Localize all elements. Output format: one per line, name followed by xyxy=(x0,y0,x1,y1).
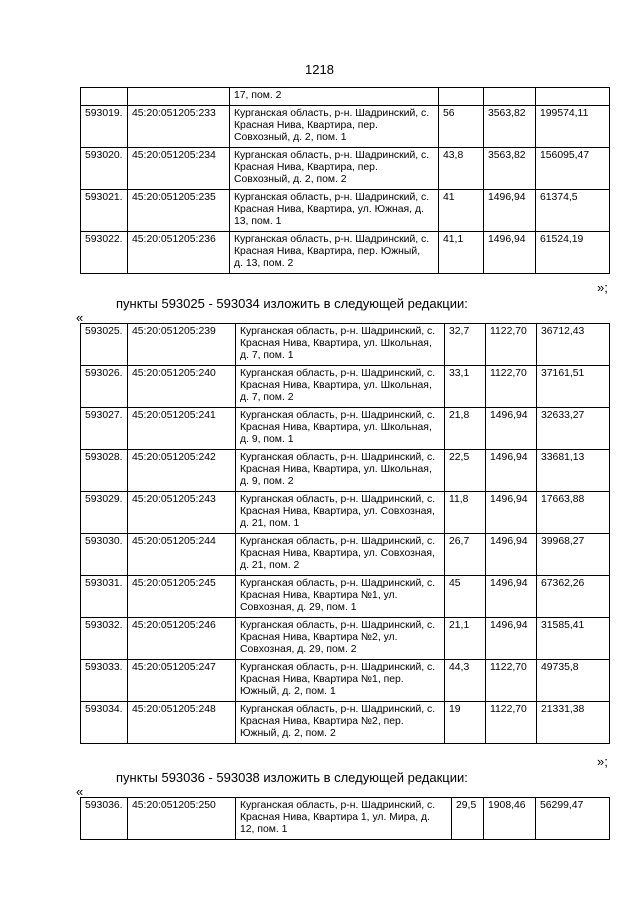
item-number-cell: 593026. xyxy=(81,366,128,408)
cadastral-value-cell: 61524,19 xyxy=(536,232,610,274)
area-cell xyxy=(439,88,484,106)
address-line: Совхозная, д. 29, пом. 1 xyxy=(240,602,357,613)
table-row xyxy=(81,534,610,576)
area-cell: 43,8 xyxy=(439,148,484,190)
address-line: Курганская область, р-н. Шадринский, с. xyxy=(234,192,430,203)
address-line: 17, пом. 2 xyxy=(234,90,282,101)
address-line: Курганская область, р-н. Шадринский, с. xyxy=(240,536,436,547)
cadastral-number-cell: 45:20:051205:241 xyxy=(128,408,236,450)
area-cell: 41,1 xyxy=(439,232,484,274)
address-cell xyxy=(230,106,439,148)
cadastral-value-cell: 199574,11 xyxy=(536,106,610,148)
address-line: Южный, д. 2, пом. 1 xyxy=(240,686,336,697)
item-number-cell: 593025. xyxy=(81,324,128,366)
address-line: Курганская область, р-н. Шадринский, с. xyxy=(240,800,436,811)
area-cell: 22,5 xyxy=(445,450,486,492)
address-line: Красная Нива, Квартира, ул. Школьная, xyxy=(240,338,432,349)
area-cell: 56 xyxy=(439,106,484,148)
table-row xyxy=(81,88,610,106)
address-line: 13, пом. 1 xyxy=(234,216,282,227)
area-cell: 26,7 xyxy=(445,534,486,576)
address-line: 12, пом. 1 xyxy=(240,824,288,835)
address-cell xyxy=(236,798,452,840)
address-line: Красная Нива, Квартира, ул. Школьная, xyxy=(240,464,432,475)
table-row xyxy=(81,618,610,660)
cadastral-price-cell: 3563,82 xyxy=(484,148,536,190)
address-line: Совхозный, д. 2, пом. 1 xyxy=(234,132,347,143)
table-row xyxy=(81,576,610,618)
area-cell: 32,7 xyxy=(445,324,486,366)
address-line: Курганская область, р-н. Шадринский, с. xyxy=(240,620,436,631)
address-cell xyxy=(236,534,445,576)
item-number-cell: 593029. xyxy=(81,492,128,534)
address-line: д. 7, пом. 1 xyxy=(240,350,294,361)
address-line: Красная Нива, Квартира, пер. xyxy=(234,162,378,173)
address-line: д. 9, пом. 1 xyxy=(240,434,294,445)
address-cell xyxy=(236,660,445,702)
table-row xyxy=(81,148,610,190)
cadastral-price-cell: 1122,70 xyxy=(486,660,537,702)
address-line: Курганская область, р-н. Шадринский, с. xyxy=(240,326,436,337)
item-number-cell: 593027. xyxy=(81,408,128,450)
cadastral-value-cell: 56299,47 xyxy=(536,798,610,840)
address-line: д. 7, пом. 2 xyxy=(240,392,294,403)
cadastral-price-cell: 3563,82 xyxy=(484,106,536,148)
area-cell: 11,8 xyxy=(445,492,486,534)
table-row xyxy=(81,798,610,840)
address-line: Курганская область, р-н. Шадринский, с. xyxy=(240,368,436,379)
table-row xyxy=(81,106,610,148)
address-cell xyxy=(236,492,445,534)
address-line: д. 21, пом. 1 xyxy=(240,518,300,529)
cadastral-number-cell: 45:20:051205:242 xyxy=(128,450,236,492)
address-line: Красная Нива, Квартира, ул. Совхозная, xyxy=(240,548,435,559)
address-line: Красная Нива, Квартира, пер. Южный, xyxy=(234,246,421,257)
address-line: Красная Нива, Квартира №1, ул. xyxy=(240,590,398,601)
cadastral-value-cell: 36712,43 xyxy=(537,324,610,366)
property-table-3 xyxy=(80,797,610,840)
address-cell xyxy=(236,576,445,618)
address-line: Южный, д. 2, пом. 2 xyxy=(240,728,336,739)
address-line: Курганская область, р-н. Шадринский, с. xyxy=(240,494,436,505)
cadastral-value-cell: 37161,51 xyxy=(537,366,610,408)
area-cell: 45 xyxy=(445,576,486,618)
address-line: д. 21, пом. 2 xyxy=(240,560,300,571)
cadastral-price-cell: 1496,94 xyxy=(486,618,537,660)
area-cell: 29,5 xyxy=(452,798,484,840)
item-number-cell xyxy=(81,88,128,106)
cadastral-number-cell: 45:20:051205:245 xyxy=(128,576,236,618)
address-line: Курганская область, р-н. Шадринский, с. xyxy=(240,578,436,589)
address-line: Красная Нива, Квартира, ул. Совхозная, xyxy=(240,506,435,517)
cadastral-value-cell: 67362,26 xyxy=(537,576,610,618)
cadastral-price-cell: 1496,94 xyxy=(486,492,537,534)
address-cell xyxy=(230,232,439,274)
cadastral-number-cell: 45:20:051205:250 xyxy=(128,798,236,840)
cadastral-price-cell: 1496,94 xyxy=(484,190,536,232)
cadastral-value-cell: 61374,5 xyxy=(536,190,610,232)
item-number-cell: 593036. xyxy=(81,798,128,840)
address-line: Курганская область, р-н. Шадринский, с. xyxy=(240,704,436,715)
cadastral-value-cell: 39968,27 xyxy=(537,534,610,576)
cadastral-price-cell: 1122,70 xyxy=(486,702,537,744)
table-row xyxy=(81,366,610,408)
cadastral-value-cell: 33681,13 xyxy=(537,450,610,492)
address-line: Совхозный, д. 2, пом. 2 xyxy=(234,174,347,185)
cadastral-number-cell: 45:20:051205:239 xyxy=(128,324,236,366)
address-line: д. 9, пом. 2 xyxy=(240,476,294,487)
cadastral-price-cell: 1496,94 xyxy=(484,232,536,274)
closing-quote: »; xyxy=(597,754,608,769)
opening-quote: « xyxy=(76,310,84,325)
table-row xyxy=(81,492,610,534)
cadastral-value-cell: 17663,88 xyxy=(537,492,610,534)
cadastral-price-cell: 1122,70 xyxy=(486,324,537,366)
property-table-1 xyxy=(80,87,610,274)
address-line: Красная Нива, Квартира №2, пер. xyxy=(240,716,404,727)
item-number-cell: 593021. xyxy=(81,190,128,232)
address-cell xyxy=(236,366,445,408)
amendment-paragraph: пункты 593036 - 593038 изложить в следующей редакции: xyxy=(116,770,468,785)
address-line: Курганская область, р-н. Шадринский, с. xyxy=(240,410,436,421)
cadastral-value-cell: 31585,41 xyxy=(537,618,610,660)
area-cell: 21,1 xyxy=(445,618,486,660)
cadastral-value-cell: 49735,8 xyxy=(537,660,610,702)
opening-quote: « xyxy=(76,784,84,799)
cadastral-number-cell: 45:20:051205:247 xyxy=(128,660,236,702)
address-line: Курганская область, р-н. Шадринский, с. xyxy=(240,452,436,463)
address-line: Красная Нива, Квартира, ул. Школьная, xyxy=(240,380,432,391)
table-row xyxy=(81,190,610,232)
address-line: Красная Нива, Квартира 1, ул. Мира, д. xyxy=(240,812,430,823)
cadastral-number-cell: 45:20:051205:246 xyxy=(128,618,236,660)
cadastral-price-cell: 1496,94 xyxy=(486,408,537,450)
address-line: Красная Нива, Квартира, пер. xyxy=(234,120,378,131)
address-cell xyxy=(236,324,445,366)
amendment-paragraph: пункты 593025 - 593034 изложить в следующей редакции: xyxy=(116,296,468,311)
table-row xyxy=(81,450,610,492)
cadastral-number-cell: 45:20:051205:243 xyxy=(128,492,236,534)
cadastral-value-cell: 32633,27 xyxy=(537,408,610,450)
item-number-cell: 593030. xyxy=(81,534,128,576)
cadastral-value-cell: 156095,47 xyxy=(536,148,610,190)
item-number-cell: 593028. xyxy=(81,450,128,492)
area-cell: 19 xyxy=(445,702,486,744)
item-number-cell: 593031. xyxy=(81,576,128,618)
item-number-cell: 593020. xyxy=(81,148,128,190)
cadastral-number-cell: 45:20:051205:240 xyxy=(128,366,236,408)
item-number-cell: 593032. xyxy=(81,618,128,660)
property-table-2 xyxy=(80,323,610,744)
address-line: Красная Нива, Квартира №1, пер. xyxy=(240,674,404,685)
item-number-cell: 593033. xyxy=(81,660,128,702)
address-cell xyxy=(230,148,439,190)
table-row xyxy=(81,408,610,450)
cadastral-number-cell xyxy=(128,88,230,106)
address-line: Курганская область, р-н. Шадринский, с. xyxy=(234,108,430,119)
address-line: Совхозная, д. 29, пом. 2 xyxy=(240,644,357,655)
address-line: Красная Нива, Квартира №2, ул. xyxy=(240,632,398,643)
cadastral-number-cell: 45:20:051205:236 xyxy=(128,232,230,274)
area-cell: 44,3 xyxy=(445,660,486,702)
cadastral-number-cell: 45:20:051205:233 xyxy=(128,106,230,148)
cadastral-number-cell: 45:20:051205:235 xyxy=(128,190,230,232)
address-line: д. 13, пом. 2 xyxy=(234,258,294,269)
cadastral-price-cell: 1496,94 xyxy=(486,576,537,618)
cadastral-number-cell: 45:20:051205:244 xyxy=(128,534,236,576)
item-number-cell: 593034. xyxy=(81,702,128,744)
address-line: Красная Нива, Квартира, ул. Школьная, xyxy=(240,422,432,433)
cadastral-price-cell: 1496,94 xyxy=(486,450,537,492)
address-cell xyxy=(236,408,445,450)
table-row xyxy=(81,232,610,274)
page-number: 1218 xyxy=(305,62,334,77)
cadastral-price-cell xyxy=(484,88,536,106)
area-cell: 33,1 xyxy=(445,366,486,408)
table-row xyxy=(81,660,610,702)
address-line: Красная Нива, Квартира, ул. Южная, д. xyxy=(234,204,424,215)
area-cell: 41 xyxy=(439,190,484,232)
cadastral-value-cell: 21331,38 xyxy=(537,702,610,744)
item-number-cell: 593019. xyxy=(81,106,128,148)
area-cell: 21,8 xyxy=(445,408,486,450)
cadastral-price-cell: 1496,94 xyxy=(486,534,537,576)
table-row xyxy=(81,702,610,744)
address-cell xyxy=(230,88,439,106)
address-cell xyxy=(236,450,445,492)
cadastral-number-cell: 45:20:051205:248 xyxy=(128,702,236,744)
cadastral-number-cell: 45:20:051205:234 xyxy=(128,148,230,190)
item-number-cell: 593022. xyxy=(81,232,128,274)
address-cell xyxy=(236,702,445,744)
table-row xyxy=(81,324,610,366)
cadastral-price-cell: 1122,70 xyxy=(486,366,537,408)
address-line: Курганская область, р-н. Шадринский, с. xyxy=(234,234,430,245)
cadastral-value-cell xyxy=(536,88,610,106)
address-line: Курганская область, р-н. Шадринский, с. xyxy=(234,150,430,161)
address-cell xyxy=(230,190,439,232)
cadastral-price-cell: 1908,46 xyxy=(484,798,536,840)
address-line: Курганская область, р-н. Шадринский, с. xyxy=(240,662,436,673)
closing-quote: »; xyxy=(597,280,608,295)
address-cell xyxy=(236,618,445,660)
